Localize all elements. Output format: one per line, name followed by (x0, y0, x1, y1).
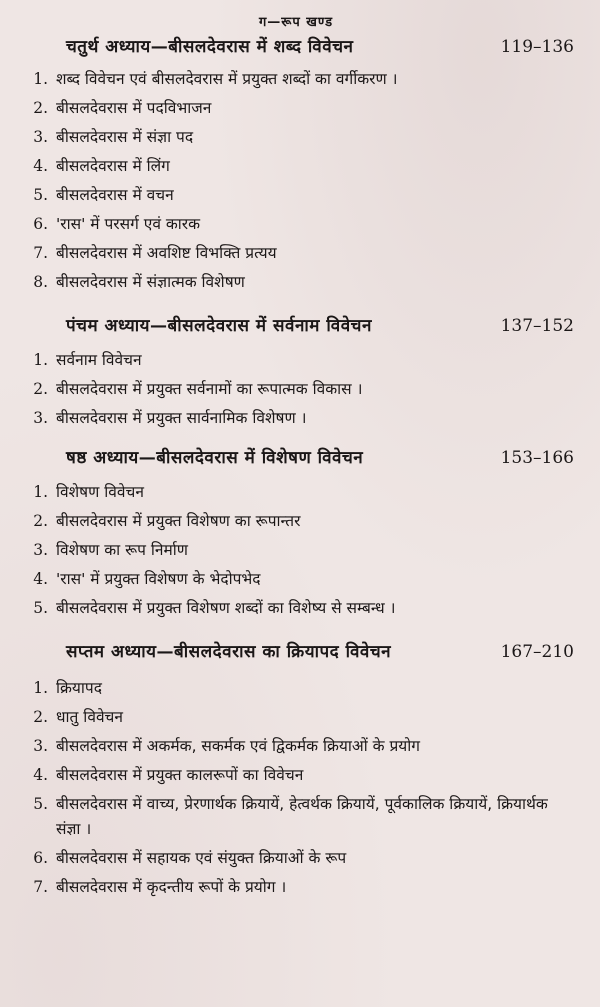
item-text: शब्द विवेचन एवं बीसलदेवरास में प्रयुक्त शब्दों का वर्गीकरण । (56, 70, 398, 88)
item-number: 4. (33, 157, 48, 175)
item-number: 7. (33, 878, 48, 896)
chapter-section (18, 313, 574, 431)
list-item (18, 67, 574, 92)
chapter-item-list (18, 67, 574, 295)
item-number: 2. (33, 380, 48, 398)
chapter-title: सप्तम अध्याय—बीसलदेवरास का क्रियापद विवेचन (66, 642, 392, 662)
chapter-heading (18, 34, 574, 57)
item-number: 3. (33, 541, 48, 559)
chapter-title: षष्ठ अध्याय—बीसलदेवरास में विशेषण विवेचन (66, 448, 364, 468)
item-text: धातु विवेचन (56, 708, 124, 726)
chapter-item-list (18, 676, 574, 900)
chapter-page-range: 153–166 (500, 448, 574, 468)
list-item (18, 792, 574, 842)
item-text: बीसलदेवरास में संज्ञा पद (56, 128, 194, 146)
list-item (18, 763, 574, 788)
item-text: बीसलदेवरास में वाच्य, प्रेरणार्थक क्रियायें, हेत्वर्थक क्रियायें, पूर्वकालिक क्रियायें, क्रियार्थक संज्ञा । (56, 795, 548, 838)
item-text: विशेषण का रूप निर्माण (56, 541, 188, 559)
list-item (18, 480, 574, 505)
item-text: बीसलदेवरास में संज्ञात्मक विशेषण (56, 273, 245, 291)
item-text: क्रियापद (56, 679, 102, 697)
item-text: 'रास' में प्रयुक्त विशेषण के भेदोपभेद (56, 570, 261, 588)
item-text: बीसलदेवरास में अवशिष्ट विभक्ति प्रत्यय (56, 244, 277, 262)
item-text: बीसलदेवरास में अकर्मक, सकर्मक एवं द्विकर्मक क्रियाओं के प्रयोग (56, 737, 421, 755)
item-text: बीसलदेवरास में सहायक एवं संयुक्त क्रियाओं के रूप (56, 849, 347, 867)
list-item (18, 183, 574, 208)
chapter-heading (18, 639, 574, 662)
list-item (18, 154, 574, 179)
chapter-page-range: 119–136 (500, 37, 574, 57)
list-item (18, 538, 574, 563)
list-item (18, 846, 574, 871)
chapter-page-range: 137–152 (500, 316, 574, 336)
item-text: विशेषण विवेचन (56, 483, 144, 501)
part-title: ग—रूप खण्ड (258, 15, 334, 30)
list-item (18, 705, 574, 730)
list-item (18, 241, 574, 266)
chapter-item-list (18, 348, 574, 431)
list-item (18, 212, 574, 237)
item-text: 'रास' में परसर्ग एवं कारक (56, 215, 201, 233)
item-number: 3. (33, 737, 48, 755)
chapter-title: पंचम अध्याय—बीसलदेवरास में सर्वनाम विवेचन (66, 316, 372, 336)
item-number: 4. (33, 570, 48, 588)
item-number: 2. (33, 99, 48, 117)
list-item (18, 406, 574, 431)
list-item (18, 270, 574, 295)
chapter-list (18, 34, 574, 900)
item-number: 1. (33, 351, 48, 369)
item-text: सर्वनाम विवेचन (56, 351, 142, 369)
list-item (18, 348, 574, 373)
item-number: 3. (33, 409, 48, 427)
item-number: 7. (33, 244, 48, 262)
chapter-section (18, 639, 574, 900)
chapter-page-range: 167–210 (500, 642, 574, 662)
list-item (18, 875, 574, 900)
item-number: 1. (33, 679, 48, 697)
item-text: बीसलदेवरास में प्रयुक्त सर्वनामों का रूपात्मक विकास । (56, 380, 363, 398)
list-item (18, 676, 574, 701)
chapter-heading (18, 313, 574, 336)
chapter-heading (18, 445, 574, 468)
item-number: 5. (33, 599, 48, 617)
item-text: बीसलदेवरास में पदविभाजन (56, 99, 212, 117)
list-item (18, 596, 574, 621)
chapter-section (18, 34, 574, 295)
item-number: 6. (33, 215, 48, 233)
item-number: 2. (33, 512, 48, 530)
item-text: बीसलदेवरास में प्रयुक्त सार्वनामिक विशेषण । (56, 409, 307, 427)
item-number: 5. (33, 186, 48, 204)
chapter-title: चतुर्थ अध्याय—बीसलदेवरास में शब्द विवेचन (66, 37, 354, 57)
item-number: 2. (33, 708, 48, 726)
item-number: 8. (33, 273, 48, 291)
item-number: 1. (33, 70, 48, 88)
item-text: बीसलदेवरास में कृदन्तीय रूपों के प्रयोग । (56, 878, 287, 896)
item-text: बीसलदेवरास में वचन (56, 186, 174, 204)
list-item (18, 567, 574, 592)
item-number: 1. (33, 483, 48, 501)
item-number: 6. (33, 849, 48, 867)
list-item (18, 734, 574, 759)
item-text: बीसलदेवरास में लिंग (56, 157, 170, 175)
item-number: 4. (33, 766, 48, 784)
item-number: 5. (33, 795, 48, 813)
list-item (18, 509, 574, 534)
item-text: बीसलदेवरास में प्रयुक्त विशेषण का रूपान्तर (56, 512, 301, 530)
list-item (18, 377, 574, 402)
item-text: बीसलदेवरास में प्रयुक्त कालरूपों का विवेचन (56, 766, 304, 784)
list-item (18, 96, 574, 121)
item-text: बीसलदेवरास में प्रयुक्त विशेषण शब्दों का विशेष्य से सम्बन्ध । (56, 599, 396, 617)
item-number: 3. (33, 128, 48, 146)
list-item (18, 125, 574, 150)
chapter-item-list (18, 480, 574, 621)
chapter-section (18, 445, 574, 621)
